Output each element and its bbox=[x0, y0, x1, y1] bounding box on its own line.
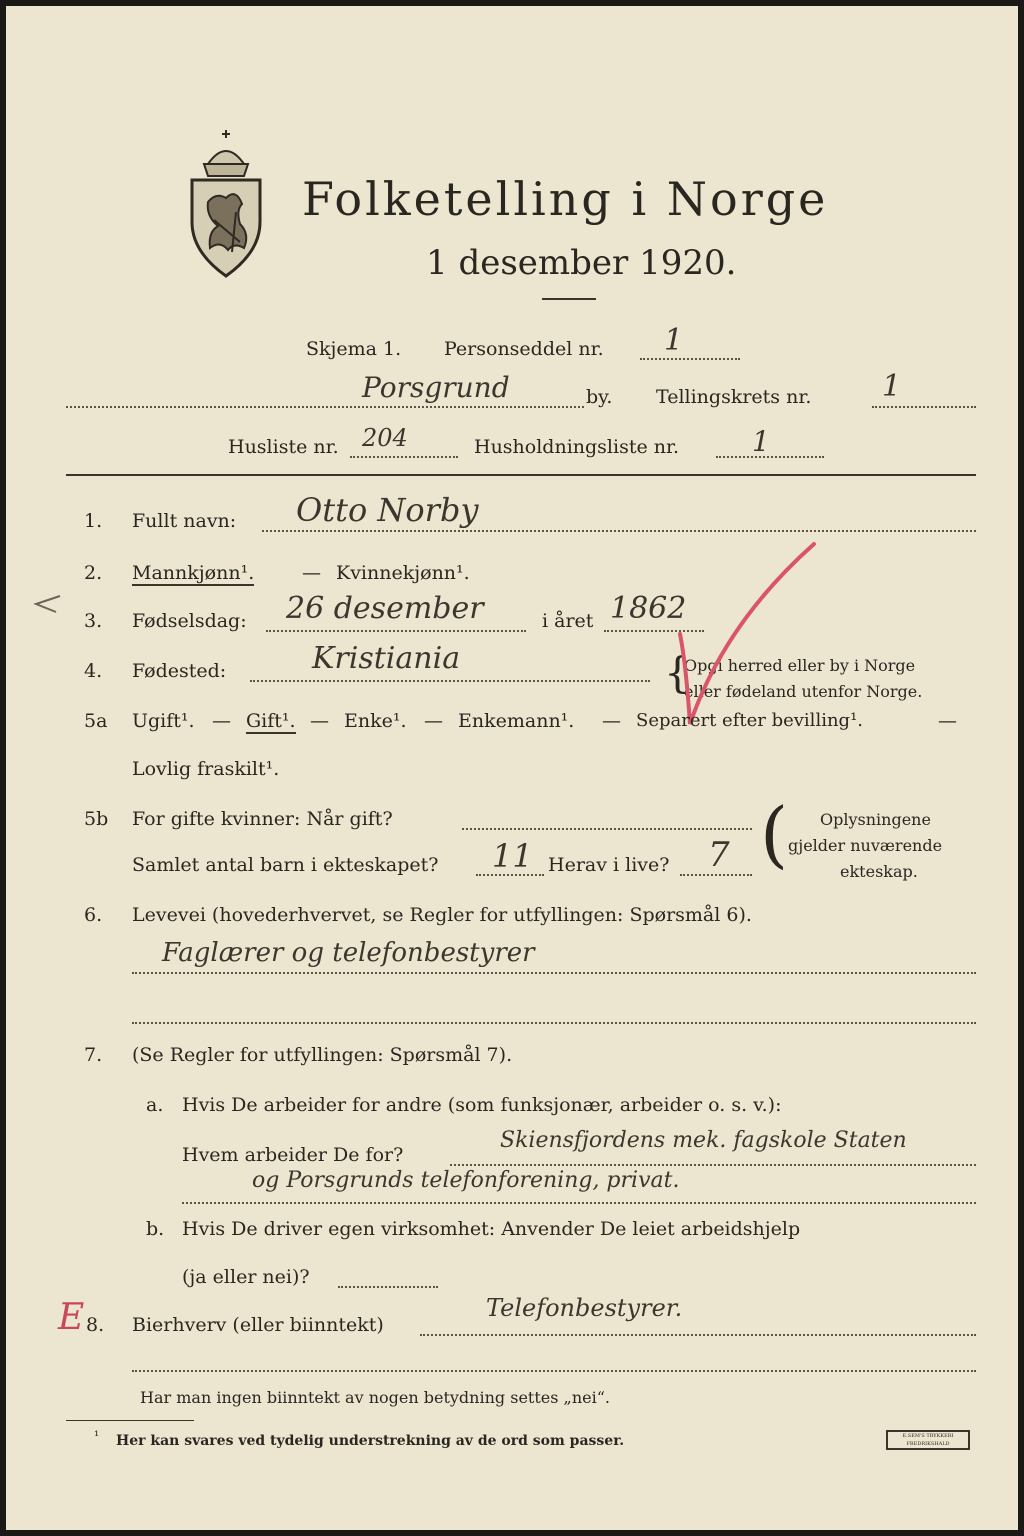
q7a-text: Hvis De arbeider for andre (som funksjonær, arbeider o. s. v.): bbox=[182, 1094, 782, 1116]
q7b-line bbox=[338, 1286, 438, 1288]
tellingskrets-value: 1 bbox=[882, 369, 902, 404]
personseddel-label: Personseddel nr. bbox=[444, 338, 604, 360]
q7a-question: Hvem arbeider De for? bbox=[182, 1144, 404, 1166]
q2-mann: Mannkjønn¹. bbox=[132, 562, 255, 584]
footnote-marker: ¹ bbox=[94, 1429, 100, 1444]
husliste-line bbox=[350, 456, 458, 458]
q5b-barn-label: Samlet antal barn i ekteskapet? bbox=[132, 854, 439, 876]
footer-note: Har man ingen biinntekt av nogen betydning settes „nei“. bbox=[140, 1388, 610, 1407]
q5b-note-1: Oplysningene bbox=[820, 810, 931, 829]
q8-line bbox=[420, 1334, 976, 1336]
husliste-value: 204 bbox=[362, 424, 408, 452]
q5a-num: 5a bbox=[84, 710, 108, 732]
q6-line-1 bbox=[132, 972, 976, 974]
footnote-rule bbox=[66, 1420, 194, 1421]
q5a-fraskilt: Lovlig fraskilt¹. bbox=[132, 758, 280, 780]
q7b-letter: b. bbox=[146, 1218, 165, 1240]
q3-value: 26 desember bbox=[286, 591, 484, 626]
q4-num: 4. bbox=[84, 660, 103, 682]
red-check-mark bbox=[654, 534, 824, 734]
q5a-enke: Enke¹. bbox=[344, 710, 407, 732]
tellingskrets-line bbox=[872, 406, 976, 408]
q5b-gift-line bbox=[462, 828, 752, 830]
q3-line bbox=[266, 630, 526, 632]
q1-label: Fullt navn: bbox=[132, 510, 237, 532]
q7a-line-1 bbox=[450, 1164, 976, 1166]
q1-num: 1. bbox=[84, 510, 103, 532]
skjema-label: Skjema 1. bbox=[306, 338, 402, 360]
by-label: by. bbox=[586, 386, 613, 408]
by-value: Porsgrund bbox=[362, 371, 510, 404]
form-date: 1 desember 1920. bbox=[426, 243, 737, 283]
q5b-note-2: gjelder nuværende bbox=[788, 836, 943, 855]
q7-num: 7. bbox=[84, 1044, 103, 1066]
q5b-barn-value: 11 bbox=[492, 837, 533, 875]
q5a-dash-1: — bbox=[212, 710, 231, 732]
husholdning-value: 1 bbox=[752, 425, 770, 458]
footnote-text: Her kan svares ved tydelig understrekning av de ord som passer. bbox=[116, 1433, 625, 1449]
q5a-dash-3: — bbox=[424, 710, 443, 732]
q6-line-2 bbox=[132, 1022, 976, 1024]
q5b-label: For gifte kvinner: Når gift? bbox=[132, 808, 393, 830]
q6-value: Faglærer og telefonbestyrer bbox=[162, 938, 535, 968]
form-title: Folketelling i Norge bbox=[302, 172, 829, 226]
q7b-text: Hvis De driver egen virksomhet: Anvender De leiet arbeidshjelp bbox=[182, 1218, 801, 1240]
q4-value: Kristiania bbox=[312, 641, 461, 676]
q2-num: 2. bbox=[84, 562, 103, 584]
personseddel-line bbox=[640, 358, 740, 360]
q5a-enkemann: Enkemann¹. bbox=[458, 710, 575, 732]
q8-margin-mark: E bbox=[58, 1297, 85, 1338]
q4-label: Fødested: bbox=[132, 660, 227, 682]
q5b-brace: ( bbox=[760, 792, 789, 876]
husliste-label: Husliste nr. bbox=[228, 436, 339, 458]
q5b-live-value: 7 bbox=[708, 835, 730, 875]
q5a-dash-2: — bbox=[310, 710, 329, 732]
q1-line bbox=[262, 530, 976, 532]
margin-tick-mark bbox=[30, 592, 70, 616]
q1-value: Otto Norby bbox=[296, 491, 479, 529]
q7a-line-2 bbox=[182, 1202, 976, 1204]
q5a-dash-5: — bbox=[938, 710, 957, 732]
husholdning-label: Husholdningsliste nr. bbox=[474, 436, 680, 458]
q6-label: Levevei (hovederhvervet, se Regler for utfyllingen: Spørsmål 6). bbox=[132, 904, 752, 926]
printer-stamp: E.SEM'S TRYKKERI FREDRIKSHALD bbox=[886, 1430, 970, 1450]
q3-aar-value: 1862 bbox=[610, 591, 687, 626]
q8-label: Bierhverv (eller biinntekt) bbox=[132, 1314, 384, 1336]
q4-brace: { bbox=[664, 648, 691, 697]
norwegian-lion-shield-icon bbox=[178, 124, 274, 282]
q4-note-1: Opgi herred eller by i Norge bbox=[684, 656, 916, 675]
title-divider bbox=[542, 298, 596, 300]
q2-kvinne: Kvinnekjønn¹. bbox=[336, 562, 470, 584]
q5a-dash-4: — bbox=[602, 710, 621, 732]
husholdning-line bbox=[716, 456, 824, 458]
q5a-ugift: Ugift¹. bbox=[132, 710, 195, 732]
personseddel-value: 1 bbox=[664, 323, 684, 358]
census-form bbox=[6, 6, 1018, 1530]
q5b-live-label: Herav i live? bbox=[548, 854, 670, 876]
q5a-gift: Gift¹. bbox=[246, 710, 296, 732]
q8-num: 8. bbox=[86, 1314, 105, 1336]
by-line bbox=[66, 406, 584, 408]
q2-dash: — bbox=[302, 562, 321, 584]
q4-line bbox=[250, 680, 650, 682]
q8-value: Telefonbestyrer. bbox=[486, 1294, 683, 1322]
q6-num: 6. bbox=[84, 904, 103, 926]
q7a-letter: a. bbox=[146, 1094, 164, 1116]
q5a-separert: Separert efter bevilling¹. bbox=[636, 710, 864, 731]
q7-label: (Se Regler for utfyllingen: Spørsmål 7). bbox=[132, 1044, 513, 1066]
q5b-note-3: ekteskap. bbox=[840, 862, 918, 881]
q3-num: 3. bbox=[84, 610, 103, 632]
header-rule bbox=[66, 474, 976, 476]
q8-extra-line bbox=[132, 1370, 976, 1372]
tellingskrets-label: Tellingskrets nr. bbox=[656, 386, 812, 408]
q7a-value-2: og Porsgrunds telefonforening, privat. bbox=[252, 1168, 680, 1193]
q3-label: Fødselsdag: bbox=[132, 610, 247, 632]
q7b-question: (ja eller nei)? bbox=[182, 1266, 310, 1288]
q3-aar-label: i året bbox=[542, 610, 594, 632]
q4-note-2: eller fødeland utenfor Norge. bbox=[684, 682, 923, 701]
q7a-value-1: Skiensfjordens mek. fagskole Staten bbox=[500, 1128, 907, 1153]
q5b-num: 5b bbox=[84, 808, 109, 830]
